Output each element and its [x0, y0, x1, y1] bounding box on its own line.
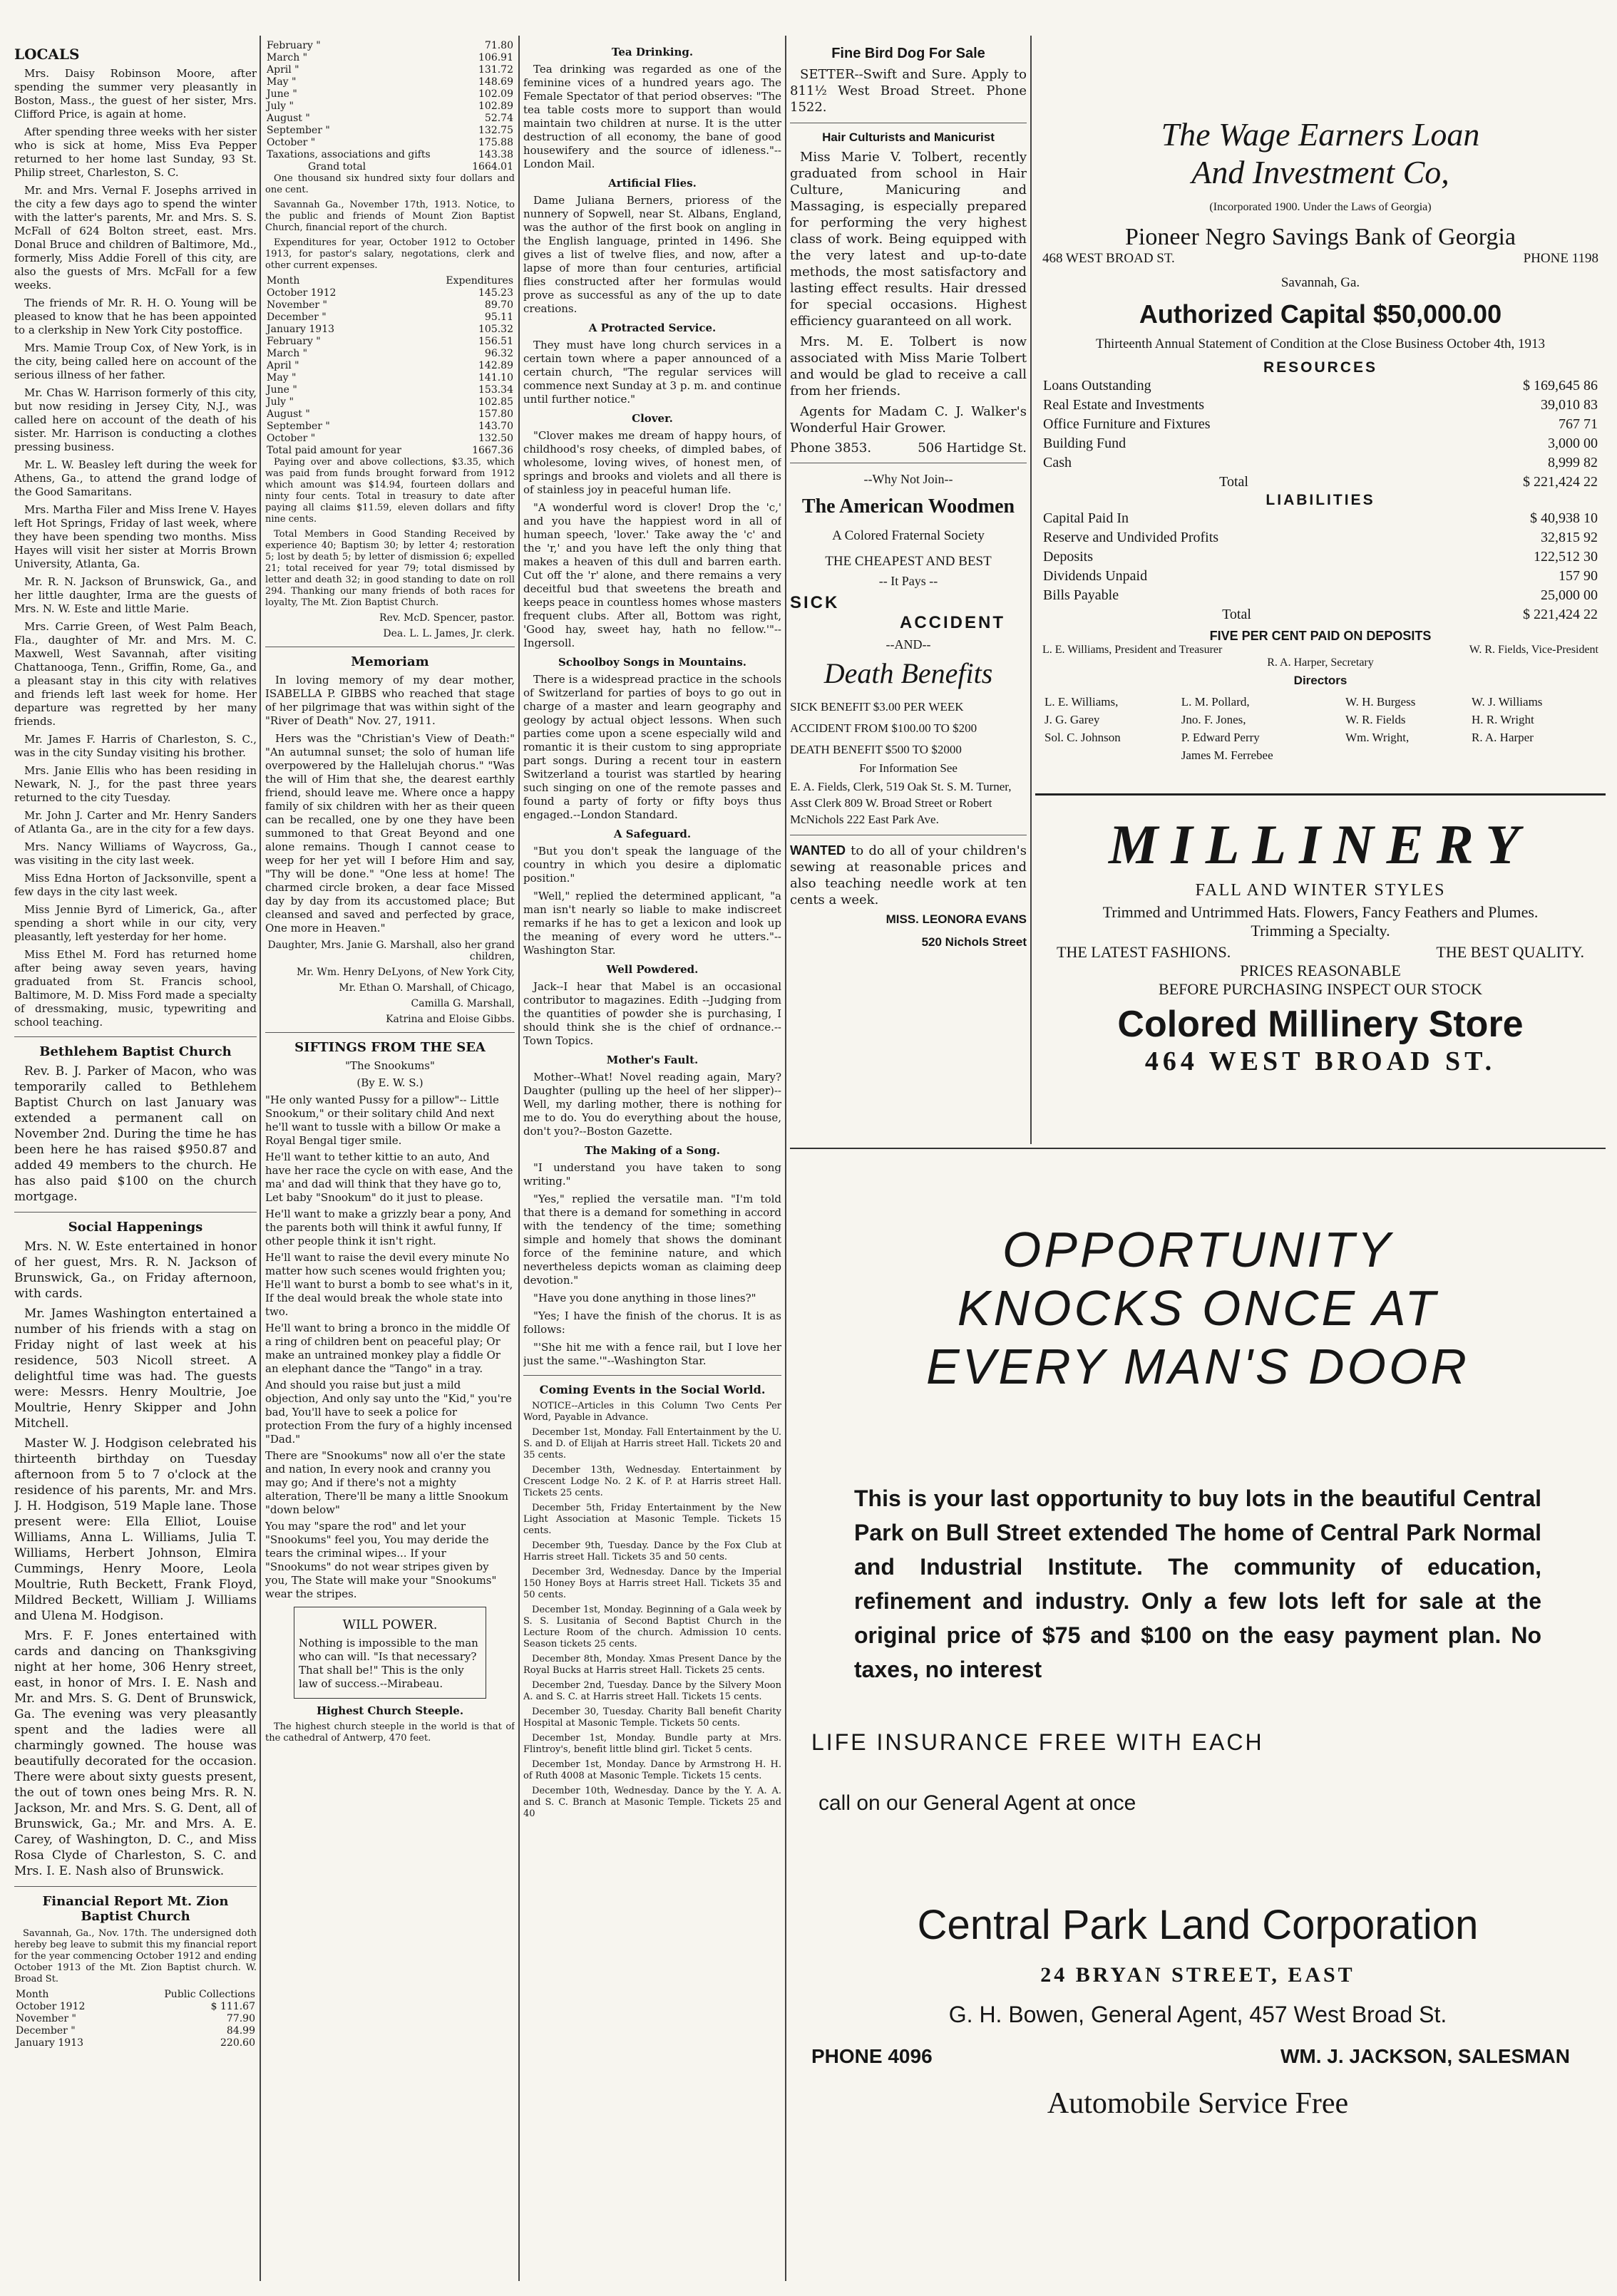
woodmen-pays: -- It Pays -- [878, 574, 938, 588]
memoriam-signature: Katrina and Eloise Gibbs. [386, 1014, 515, 1025]
local-item: Mrs. Mamie Troup Cox, of New York, is in the city, being called here on account of the serious illness of her father. [14, 341, 257, 381]
expenditure-total-row: Total paid amount for year 1667.36 [267, 445, 513, 456]
table-row: June " 153.34 [267, 384, 513, 396]
local-item: Mr. Chas W. Harrison formerly of this city, but now residing in Jersey City, N.J., was called here on account of the death of his sister. Mr. Harrison is conducting a clothes pressing business. [14, 386, 257, 453]
event-item: December 10th, Wednesday. Dance by the Y. A. A. and S. C. Branch at Masonic Temple. Tickets 25 and 40 [523, 1786, 781, 1819]
locals-heading: LOCALS [14, 46, 80, 63]
woodmen-and: --AND-- [885, 637, 931, 652]
event-item: December 1st, Monday. Beginning of a Gala week by S. S. Lusitania of Second Baptist Church in the Lecture Room of the church. Admission 10 cents. Season tickets 25 cents. [523, 1605, 781, 1649]
table-header: Expenditures [446, 275, 513, 287]
table-row: October 1912 145.23 [267, 287, 513, 299]
millinery-address: 464 WEST BROAD ST. [1144, 1046, 1497, 1076]
total-row: Total $ 221,424 22 [1219, 474, 1598, 490]
local-item: Mr. R. N. Jackson of Brunswick, Ga., and her little daughter, Irma are the guests of Mrs. N. W. Este and little Marie. [14, 575, 257, 615]
table-header: Public Collections [164, 1989, 255, 2000]
flies-heading: Artificial Flies. [608, 177, 697, 190]
willpower-text: Nothing is impossible to the man who can will. "Is that necessary? That shall be!" This is the only law of success.--Mirabeau. [299, 1637, 478, 1690]
woodmen-ad [790, 472, 1027, 828]
financial-text: One thousand six hundred sixty four dollars and one cent. [265, 173, 515, 195]
financial-heading: Financial Report Mt. Zion Baptist Church [42, 1894, 229, 1924]
social-item: Master W. J. Hodgison celebrated his thirteenth birthday on Tuesday afternoon from 5 to 7 o'clock at the residence of his parents, Mr. and Mrs. J. H. Hodgison, 519 Maple lane. Those present were: Ella Elliot, Louise Williams, Anna L. Williams, Julia T. Williams, Herbert Johnson, Elmira Cummings, Henry Moore, Leola Moultrie, Ruth Beckett, Frank Floyd, Mildred Beckett, William J. Williams and Ulena M. Hodgison. [14, 1436, 257, 1623]
events-heading: Coming Events in the Social World. [539, 1383, 766, 1396]
table-row: Office Furniture and Fixtures 767 71 [1043, 416, 1598, 432]
local-item: Mrs. Martha Filer and Miss Irene V. Hayes left Hot Springs, Friday of last week, where they have been spending two months. Miss Hayes will visit her sister at Morris Brown University, Atlanta, Ga. [14, 503, 257, 570]
event-item: December 2nd, Tuesday. Dance by the Silvery Moon A. and S. C. at Harris street Hall. Tickets 15 cents. [523, 1680, 781, 1702]
event-item: December 1st, Monday. Bundle party at Mrs. Flintroy's, benefit little blind girl. Ticket 5 cents. [523, 1733, 781, 1755]
column-rule [1030, 36, 1032, 1144]
hair-text: Miss Marie V. Tolbert, recently graduated from school in Hair Culture, Manicuring and Massaging, is especially prepared for performing the very highest class of work. Being equipped with the very latest and up-to-date methods, the most satisfactory and lasting effect results. Hair dressed for special occasions. Highest efficiency guaranteed on all work. [790, 150, 1027, 329]
loan-ad [1035, 115, 1606, 765]
column-4 [790, 40, 1027, 1116]
hair-text: Agents for Madam C. J. Walker's Wonderful Hair Grower. [790, 404, 1027, 436]
liabilities-table [1042, 509, 1598, 624]
contact-row [811, 2045, 1570, 2068]
local-item: Mr. and Mrs. Vernal F. Josephs arrived in the city a few days ago to spend the winter with the latter's parents, Mr. and Mrs. S. S. McFall of 624 Bolton street, east. Mrs. Donal Bruce and children of Baltimore, Md., formerly, Miss Addie Forell of this city, are also the guests of Mrs. McFall for a few weeks. [14, 184, 257, 292]
woodmen-benefit: DEATH BENEFIT $500 TO $2000 [790, 743, 962, 756]
local-item: Mr. James F. Harris of Charleston, S. C., was in the city Sunday visiting his brother. [14, 733, 257, 759]
event-item: December 1st, Monday. Fall Entertainment by the U. S. and D. of Elijah at Harris street Hall. Tickets 20 and 35 cents. [523, 1427, 781, 1461]
column-rule [785, 36, 786, 2281]
loan-statement: Thirteenth Annual Statement of Condition at the Close Business October 4th, 1913 [1095, 336, 1546, 351]
bethlehem-heading: Bethlehem Baptist Church [39, 1044, 232, 1059]
siftings-heading: SIFTINGS FROM THE SEA [294, 1040, 486, 1055]
events-notice: NOTICE--Articles in this Column Two Cents Per Word, Payable in Advance. [523, 1401, 781, 1423]
directors-heading: Directors [1293, 674, 1348, 687]
table-header: Month [267, 275, 300, 287]
event-item: December 1st, Monday. Dance by Armstrong H. H. of Ruth 4008 at Masonic Temple. Tickets 15 cents. [523, 1759, 781, 1781]
automobile-service: Automobile Service Free [1047, 2087, 1349, 2120]
wanted-address: 520 Nichols Street [921, 935, 1027, 949]
clover-text: "Clover makes me dream of happy hours, of childhood's rosy cheeks, of dimpled babes, of wholesome, loving wives, of honest men, of springs and brooks and violets and all there is of stainless joy in peaceful human life. [523, 429, 781, 496]
table-row: October " 175.88 [267, 137, 513, 148]
song-text: "Yes; I have the finish of the chorus. It is as follows: [523, 1309, 781, 1336]
local-item: Mrs. Carrie Green, of West Palm Beach, Fla., daughter of Mr. and Mrs. M. C. Maxwell, West Savannah, after visiting Chattanooga, Tenn., Griffin, Rome, Ga., and a pleasant stay in this city with relatives and friends left last week for home. Her departure was regretted by her many friends. [14, 620, 257, 728]
bird-dog-text: SETTER--Swift and Sure. Apply to 811½ West Broad Street. Phone 1522. [790, 67, 1027, 115]
local-item: Mr. John J. Carter and Mr. Henry Sanders of Atlanta Ga., are in the city for a few days. [14, 809, 257, 835]
table-row: January 1913 105.32 [267, 324, 513, 335]
poem-stanza: And should you raise but just a mild objection, And only say unto the "Kid," you're bad, You'll have to seek a police for protection From the fury of a highly incensed "Dad." [265, 1379, 513, 1446]
table-row: April " 131.72 [267, 64, 513, 76]
event-item: December 9th, Tuesday. Dance by the Fox Club at Harris street Hall. Tickets 35 and 50 cents. [523, 1540, 781, 1563]
table-row: April " 142.89 [267, 360, 513, 371]
table-row: Bills Payable 25,000 00 [1043, 587, 1598, 603]
expenditures-table [265, 275, 515, 457]
hair-address: 506 Hartidge St. [918, 441, 1027, 455]
table-row: Building Fund 3,000 00 [1043, 436, 1598, 451]
safeguard-heading: A Safeguard. [613, 828, 692, 840]
song-text: "'She hit me with a fence rail, but I love her just the same.'"--Washington Star. [523, 1341, 781, 1367]
wanted-text: to do all of your children's sewing at reasonable prices and also teaching needle work at ten cents a week. [790, 843, 1027, 907]
hair-text: Mrs. M. E. Tolbert is now associated with Miss Marie Tolbert and would be glad to receive a call from her friends. [790, 334, 1027, 398]
table-row: December " 84.99 [16, 2025, 255, 2037]
safeguard-text: "Well," replied the determined applicant, "a man isn't nearly so liable to make indiscreet remarks if he has to get a lexicon and look up the meaning of every word he utters."--Washington Star. [523, 890, 781, 957]
memoriam-text: In loving memory of my dear mother, ISABELLA P. GIBBS who reached that stage of her pilgrimage that was within sight of the "River of Death" Nov. 27, 1911. [265, 674, 515, 727]
table-row: August " 157.80 [267, 408, 513, 420]
table-row: October " 132.50 [267, 433, 513, 444]
table-row: Reserve and Undivided Profits 32,815 92 [1043, 530, 1598, 545]
corporation-name: Central Park Land Corporation [917, 1902, 1479, 1948]
table-row: July " 102.85 [267, 396, 513, 408]
column-1 [14, 40, 257, 2278]
flies-text: Dame Juliana Berners, prioress of the nunnery of Sopwell, near St. Albans, England, was the author of the first book on angling in the English language, printed in 1496. She gives a list of twelve flies, and now, after a lapse of more than four centuries, artificial flies constructed after her formulas would prove as successful as any of the up to date creations. [523, 194, 781, 315]
bethlehem-text: Rev. B. J. Parker of Macon, who was temporarily called to Bethlehem Baptist Church on last January was extended a permanent call on November 2nd. During the time he has been here he has raised $950.87 and added 49 members to the church. He has also paid $100 on the church mortgage. [14, 1064, 257, 1204]
financial-text: Paying over and above collections, $3.35, which was paid from funds brought forward from 1912 which amount was $14.94, fourteen dollars and ninty four cents. Total in treasury to date after paying all claims $11.59, eleven dollars and fifty nine cents. [265, 457, 515, 525]
financial-intro: Savannah, Ga., Nov. 17th. The undersigned doth hereby beg leave to submit this my financial report for the year commencing October 1912 and ending October 1913 of the Mt. Zion Baptist church. W. Broad St. [14, 1928, 257, 1984]
loan-vice-president: W. R. Fields, Vice-President [1469, 644, 1598, 656]
column-3 [523, 40, 781, 2278]
woodmen-cheapest: THE CHEAPEST AND BEST [825, 554, 992, 569]
loan-title: The Wage Earners Loan [1161, 116, 1480, 153]
table-row: James M. Ferrebee [1181, 748, 1273, 762]
schoolboy-heading: Schoolboy Songs in Mountains. [558, 656, 747, 669]
table-row: February " 156.51 [267, 336, 513, 347]
hair-phone: Phone 3853. [790, 441, 872, 455]
opportunity-headline [790, 1220, 1606, 1396]
woodmen-sick: SICK [790, 593, 840, 612]
poem-stanza: He'll want to raise the devil every minute No matter how such scenes would frighten you; He'll want to burst a bomb to see what's in it, If the deal would break the whole state into two. [265, 1251, 513, 1318]
table-row: March " 96.32 [267, 348, 513, 359]
headline-line: EVERY MAN'S DOOR [926, 1339, 1469, 1394]
song-text: "Yes," replied the versatile man. "I'm told that there is a demand for something in accord with the tendency of the time; something simple and homely that shows the dominant force of the feminine nature, and which nevertheless depicts woman as claiming deep devotion." [523, 1193, 781, 1287]
woodmen-death-benefits: Death Benefits [823, 657, 993, 689]
local-item: Mrs. Nancy Williams of Waycross, Ga., was visiting in the city last week. [14, 840, 257, 867]
resources-heading: RESOURCES [1263, 359, 1378, 376]
memoriam-signature: Mr. Wm. Henry DeLyons, of New York City, [297, 967, 515, 978]
table-row: Capital Paid In $ 40,938 10 [1043, 510, 1598, 526]
millinery-styles: FALL AND WINTER STYLES [1195, 881, 1446, 900]
loan-phone: PHONE 1198 [1523, 251, 1598, 266]
table-row: Dividends Unpaid 157 90 [1043, 568, 1598, 584]
table-row: July " 102.89 [267, 101, 513, 112]
locals-list [14, 67, 257, 1029]
loan-address: 468 WEST BROAD ST. [1042, 251, 1175, 266]
local-item: Mrs. Daisy Robinson Moore, after spending the summer very pleasantly in Boston, Mass., the guest of her sister, Mrs. Clifford Price, is again at home. [14, 67, 257, 120]
poem-stanza: There are "Snookums" now all o'er the state and nation, In every nook and cranny you may go; And if there's not a mighty alteration, There'll be many a little Snookum "down below" [265, 1449, 508, 1516]
table-row: September " 132.75 [267, 125, 513, 136]
local-item: Miss Ethel M. Ford has returned home after being away seven years, having graduated from St. Francis school, Baltimore, M. D. Miss Ford made a specialty of dressmaking, music, typewriting and school teaching. [14, 948, 257, 1029]
table-row: L. E. Williams, L. M. Pollard, W. H. Burgess W. J. Williams [1044, 695, 1543, 709]
table-row: November " 89.70 [267, 299, 513, 311]
financial-text: Total Members in Good Standing Received by experience 40; Baptism 30; by letter 4; restoration 5; lost by death 5; by letter of dismission 6; expelled 21; total received for year 79; total dismissed by letter and death 32; in good standing to date on roll 294. Thanking our many friends of both races for loyalty, The Mt. Zion Baptist Church. [265, 529, 515, 608]
mother-text: Mother--What! Novel reading again, Mary? Daughter (pulling up the heel of her slipper)--Well, my darling mother, there is nothing for me to do. You do everything about the house, don't you?--Boston Gazette. [523, 1071, 781, 1138]
clover-text: "A wonderful word is clover! Drop the 'c,' and you have the happiest word in all of human speech, 'lover.' Take away the 'c' and the 'r,' and you have left the only thing that makes a heaven of this dull and barren earth. Cut off the 'r' alone, and there remains a very deceitful bud that sweetens the breath and keeps peace in countless homes whose masters frequent clubs. After all, Bottom was right, 'Good hay, sweet hay, hath no fellow.'"--Ingersoll. [523, 501, 781, 649]
column-rule [260, 36, 261, 2281]
millinery-fashions-row [1057, 943, 1584, 962]
mother-heading: Mother's Fault. [606, 1054, 699, 1066]
millinery-ad [1035, 793, 1606, 1077]
willpower-box [294, 1607, 486, 1699]
millinery-prices: PRICES REASONABLE [1240, 962, 1401, 979]
event-item: December 8th, Monday. Xmas Present Dance by the Royal Bucks at Harris street Hall. Tickets 25 cents. [523, 1654, 781, 1676]
table-row: February " 71.80 [267, 40, 513, 51]
song-text: "I understand you have taken to song writing." [523, 1161, 781, 1188]
wanted-name: MISS. LEONORA EVANS [885, 912, 1027, 926]
millinery-store-name: Colored Millinery Store [1117, 1004, 1524, 1045]
social-item: Mrs. N. W. Este entertained in honor of her guest, Mrs. R. N. Jackson of Brunswick, Ga., on Friday afternoon, with cards. [14, 1240, 257, 1301]
table-row: Real Estate and Investments 39,010 83 [1043, 397, 1598, 413]
table-row: September " 143.70 [267, 421, 513, 432]
life-insurance: LIFE INSURANCE FREE WITH EACH [811, 1729, 1264, 1755]
song-text: "Have you done anything in those lines?" [533, 1292, 756, 1304]
woodmen-name: The American Woodmen [801, 495, 1015, 518]
column-rule [518, 36, 520, 2281]
signature: Rev. McD. Spencer, pastor. [379, 612, 515, 624]
poem-stanza: He'll want to tether kittie to an auto, And have her race the cycle on with ease, And the ma' and dad will think that they have go to, Let baby "Snookum" do it just to please. [265, 1150, 513, 1204]
wanted-lead: WANTED [790, 843, 846, 858]
event-item: December 13th, Wednesday. Entertainment by Crescent Lodge No. 2 K. of P. at Harris street Hall. Tickets 25 cents. [523, 1465, 781, 1498]
table-row: December " 95.11 [267, 312, 513, 323]
memoriam-signature: Mr. Ethan O. Marshall, of Chicago, [339, 982, 515, 994]
loan-incorporated: (Incorporated 1900. Under the Laws of Georgia) [1209, 201, 1432, 213]
column-2 [265, 40, 515, 2278]
siftings-byline: (By E. W. S.) [356, 1076, 423, 1089]
hair-heading: Hair Culturists and Manicurist [822, 130, 995, 144]
local-item: Miss Jennie Byrd of Limerick, Ga., after spending a short while in our city, very pleasantly, left yesterday for her home. [14, 903, 257, 943]
local-item: The friends of Mr. R. H. O. Young will be pleased to know that he has been appointed to a clerkship in New York City postoffice. [14, 297, 257, 336]
table-row: Deposits 122,512 30 [1043, 549, 1598, 565]
millinery-hats: Trimmed and Untrimmed Hats. Flowers, Fancy Feathers and Plumes. Trimming a Specialty. [1102, 903, 1539, 939]
event-item: December 30, Tuesday. Charity Ball benefit Charity Hospital at Masonic Temple. Tickets 50 cents. [523, 1706, 781, 1729]
woodmen-info: For Information See [859, 761, 958, 775]
table-row: Loans Outstanding $ 169,645 86 [1043, 378, 1598, 393]
millinery-inspect: BEFORE PURCHASING INSPECT OUR STOCK [1159, 980, 1482, 998]
table-row: May " 141.10 [267, 372, 513, 383]
protracted-heading: A Protracted Service. [588, 321, 717, 334]
central-park-body: This is your last opportunity to buy lots in the beautiful Central Park on Bull Street extended The home of Central Park Normal and Industrial Institute. The community of education, refinement and industry. Only a few lots left for sale at the original price of $75 and $100 on the easy payment plan. No taxes, no interest [854, 1486, 1541, 1682]
corporation-street: 24 BRYAN STREET, EAST [1040, 1963, 1355, 1987]
loan-capital: Authorized Capital $50,000.00 [1139, 299, 1502, 329]
song-heading: The Making of a Song. [585, 1144, 720, 1157]
powdered-text: Jack--I hear that Mabel is an occasional contributor to magazines. Edith --Judging from the quantities of powder she is purchasing, I should think she is the chief of ordnance.--Town Topics. [523, 980, 781, 1047]
directors-table [1042, 692, 1598, 765]
hair-contact [790, 441, 1027, 455]
schoolboy-text: There is a widespread practice in the schools of Switzerland for parties of boys to go out in charge of a master and learn geography and geology by actual object lessons. When such parties come upon a scene especially wild and romantic it is their custom to sing appropriate part songs. During a recent tour in eastern Switzerland a tourist was startled by hearing such singing on one of the remote passes and found a party of forty or fifty boys thus engaged.--London Standard. [523, 673, 781, 821]
headline-line: OPPORTUNITY [1002, 1222, 1394, 1277]
protracted-text: They must have long church services in a certain town where a paper announced of a certain church, "The regular services will commence next Sunday at 3 p. m. and continue until further notice." [523, 339, 781, 406]
table-row: Cash 8,999 82 [1043, 455, 1598, 470]
financial-text: Expenditures for year, October 1912 to October 1913, for pastor's salary, negotations, clerk and other current expenses. [265, 237, 515, 271]
millinery-quality: THE BEST QUALITY. [1436, 943, 1584, 961]
loan-officers [1042, 644, 1598, 657]
social-item: Mrs. F. F. Jones entertained with cards and dancing on Thanksgiving night at her home, 306 Henry street, east, in honor of Mrs. I. E. Nash and Mr. and Mrs. S. G. Dent of Brunswick, Ga. The evening was very pleasantly spent and the ladies were all charmingly gowned. The house was beautifully decorated for the occasion. There were about sixty guests present, the out of town ones being Mrs. R. N. Jackson, Mr. and Mrs. S. G. Dent, all of Brunswick, Ga.; Mr. and Mrs. A. E. Carey, of Washington, D. C., and Miss Rosa Clyde of Charleston, S. C. and Mrs. I. E. Nash also of Brunswick. [14, 1629, 257, 1878]
memoriam-verse: Hers was the "Christian's View of Death:" "An autumnal sunset; the solo of human life overpowered by the Hallelujah chorus." "Was the will of Him that she, the dearest earthly friend, should leave me. Where once a happy family of six children with her as their queen can be recalled, one by one they have been summoned to that Great Beyond and one alone remains. Though I cannot cease to weep for her yet will I before Him and say, "Thy will be done." "One less at home! The charmed circle broken, a dear face Missed day by day from its accustomed place; But cleansed and saved and perfected by grace, One more in Heaven." [265, 732, 515, 935]
loan-address-row [1042, 251, 1598, 267]
memoriam-signature: Daughter, Mrs. Janie G. Marshall, also her grand children, [267, 939, 515, 962]
woodmen-join: --Why Not Join-- [863, 472, 953, 486]
central-park-ad [790, 1148, 1606, 2282]
steeple-text: The highest church steeple in the world is that of the cathedral of Antwerp, 470 feet. [265, 1721, 515, 1744]
loan-city: Savannah, Ga. [1280, 275, 1360, 290]
loan-five-percent: FIVE PER CENT PAID ON DEPOSITS [1209, 629, 1432, 643]
liabilities-heading: LIABILITIES [1266, 492, 1375, 508]
general-agent: G. H. Bowen, General Agent, 457 West Broad St. [948, 2002, 1447, 2027]
table-row: August " 52.74 [267, 113, 513, 124]
corporation-phone: PHONE 4096 [811, 2045, 933, 2067]
woodmen-benefit: ACCIDENT FROM $100.00 TO $200 [790, 721, 977, 735]
powdered-heading: Well Powdered. [606, 963, 699, 976]
woodmen-accident: ACCIDENT [900, 613, 1005, 632]
poem-stanza: He'll want to make a grizzly bear a pony, And the parents both will think it awful funny, If other people think it isn't right. [265, 1208, 512, 1247]
loan-president: L. E. Williams, President and Treasurer [1042, 644, 1223, 656]
table-row: Sol. C. Johnson P. Edward Perry Wm. Wright, R. A. Harper [1044, 731, 1534, 744]
social-heading: Social Happenings [68, 1220, 203, 1235]
financial-text: Savannah Ga., November 17th, 1913. Notice, to the public and friends of Mount Zion Baptist Church, financial report of the church. [265, 200, 515, 233]
local-item: Mrs. Janie Ellis who has been residing in Newark, N. J., for the past three years returned to the city Tuesday. [14, 764, 257, 804]
memoriam-signature: Camilla G. Marshall, [411, 998, 515, 1009]
social-item: Mr. James Washington entertained a number of his friends with a stag on Friday night of last week at his residence, 503 Nicoll street. A delightful time was had. The guests were: Messrs. Henry Moultrie, Joe Moultrie, Henry Skipper and John Mitchell. [14, 1307, 257, 1431]
bird-dog-heading: Fine Bird Dog For Sale [831, 46, 985, 61]
table-row: May " 148.69 [267, 76, 513, 88]
clover-heading: Clover. [632, 412, 673, 425]
table-row: January 1913 220.60 [16, 2037, 255, 2049]
resources-table [1042, 376, 1598, 492]
poem-stanza: He'll want to bring a bronco in the middle Of a ring of children bent on peaceful play; Or make an untrained monkey play a fiddle Or an elephant dance the "Tango" in a tray. [265, 1322, 510, 1375]
table-row: October 1912 $ 111.67 [16, 2001, 255, 2012]
loan-bank-name: Pioneer Negro Savings Bank of Georgia [1125, 224, 1516, 250]
salesman: WM. J. JACKSON, SALESMAN [1280, 2045, 1570, 2067]
millinery-title: MILLINERY [1109, 813, 1532, 875]
steeple-heading: Highest Church Steeple. [316, 1704, 464, 1717]
table-row: J. G. Garey Jno. F. Jones, W. R. Fields H. R. Wright [1044, 713, 1534, 726]
millinery-fashions: THE LATEST FASHIONS. [1057, 943, 1231, 961]
loan-title: And Investment Co, [1191, 154, 1449, 190]
call-agent: call on our General Agent at once [818, 1791, 1136, 1815]
siftings-subtitle: "The Snookums" [345, 1059, 435, 1072]
table-row: March " 106.91 [267, 52, 513, 63]
local-item: After spending three weeks with her sister who is sick at home, Miss Eva Pepper returned to her home last Sunday, 93 St. Philip street, Charleston, S. C. [14, 125, 257, 179]
table-row: November " 77.90 [16, 2013, 255, 2024]
tea-text: Tea drinking was regarded as one of the feminine vices of a hundred years ago. The Female Spectator of that period observes: "The tea table costs more to support than would maintain two children at nurse. It is the utter destruction of all economy, the bane of good housewifery and the source of idleness."--London Mail. [523, 63, 781, 170]
table-header: Month [16, 1989, 49, 2000]
safeguard-text: "But you don't speak the language of the country in which you desire a diplomatic position." [523, 845, 781, 885]
willpower-heading: WILL POWER. [342, 1617, 438, 1632]
poem-stanza: You may "spare the rod" and let your "Snookums" feel you, You may deride the tears the criminal wipes... If your "Snookums" do not wear stripes given by you, The State will make your "Snookums" wear the stripes. [265, 1520, 497, 1600]
woodmen-contacts: E. A. Fields, Clerk, 519 Oak St. S. M. Turner, Asst Clerk 809 W. Broad Street or Robert McNichols 222 East Park Ave. [790, 780, 1012, 826]
local-item: Mr. L. W. Beasley left during the week for Athens, Ga., to attend the grand lodge of the Good Samaritans. [14, 458, 257, 498]
tea-heading: Tea Drinking. [611, 46, 694, 58]
grand-total-row: Grand total 1664.01 [308, 161, 513, 173]
event-item: December 5th, Friday Entertainment by the New Light Association at Masonic Temple. Tickets 15 cents. [523, 1503, 781, 1536]
local-item: Miss Edna Horton of Jacksonville, spent a few days in the city last week. [14, 872, 257, 898]
table-row: June " 102.09 [267, 88, 513, 100]
woodmen-subtitle: A Colored Fraternal Society [832, 528, 985, 543]
table-row: Taxations, associations and gifts 143.38 [267, 149, 513, 160]
poem-stanza: "He only wanted Pussy for a pillow"-- Little Snookum," or their solitary child And next he'll want to tussle with a billow Or make a Royal Bengal tiger smile. [265, 1093, 501, 1147]
event-item: December 3rd, Wednesday. Dance by the Imperial 150 Honey Boys at Harris street Hall. Tickets 35 and 50 cents. [523, 1567, 781, 1600]
loan-secretary: R. A. Harper, Secretary [1267, 657, 1374, 669]
signature: Dea. L. L. James, Jr. clerk. [383, 628, 515, 639]
total-row: Total $ 221,424 22 [1222, 607, 1598, 622]
memoriam-heading: Memoriam [351, 654, 429, 669]
headline-line: KNOCKS ONCE AT [957, 1280, 1439, 1336]
ads-column [1035, 40, 1606, 1152]
collections-table [14, 1989, 257, 2049]
woodmen-benefit: SICK BENEFIT $3.00 PER WEEK [790, 700, 964, 714]
collections-table-continued [265, 40, 515, 173]
